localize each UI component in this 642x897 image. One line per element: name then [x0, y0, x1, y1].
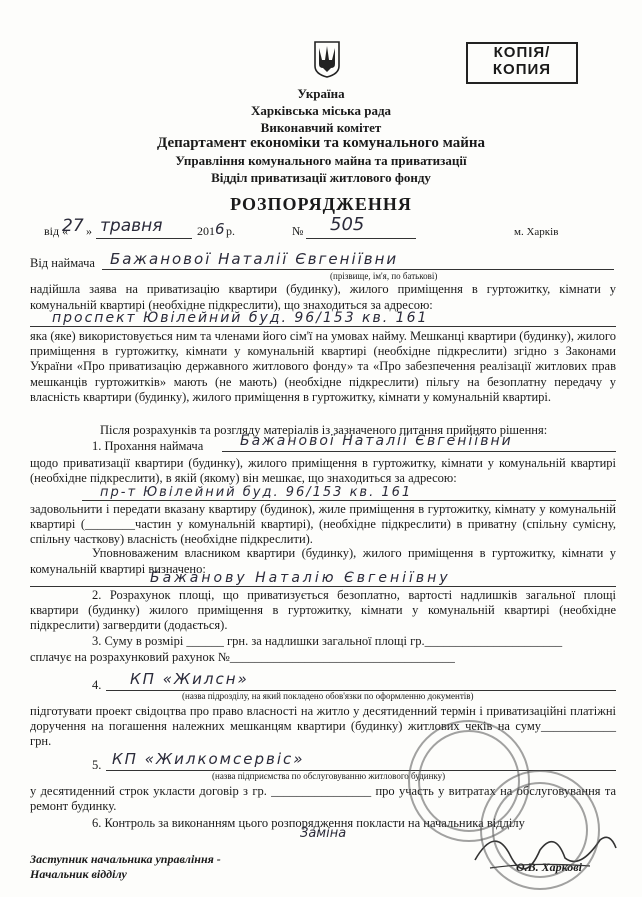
paragraph-privatization: щодо приватизації квартири (будинку), жилого приміщення в гуртожитку, кімнати у комунальній квартирі (необхідне підкреслити), в якій (якому) він мешкає, що знаходиться за адресою:: [30, 456, 616, 485]
item4-label: 4.: [92, 678, 102, 692]
signatory-title-line1: Заступник начальника управління -: [30, 852, 221, 866]
owner-handwritten: Бажанову Наталію Євгеніївну: [150, 570, 451, 586]
date-prefix: від «: [44, 224, 69, 238]
paragraph-owner: Уповноваженим власником квартири (будинку), жилого приміщення в гуртожитку, кімнати у комунальній квартирі визначено:: [30, 546, 616, 576]
document-title: РОЗПОРЯДЖЕННЯ: [230, 194, 412, 214]
date-mid: »: [86, 224, 92, 238]
copy-stamp: [466, 42, 578, 84]
tenant-name: Бажанової Наталії Євгеніївни: [110, 250, 399, 268]
item5-caption: (назва підприємства по обслуговуванню житлового будинку): [212, 771, 446, 781]
item1-handwritten: Бажанової Наталії Євгеніївни: [240, 433, 513, 449]
header-department: Департамент економіки та комунального майна: [156, 135, 486, 151]
tenant-caption: (прізвище, ім'я, по батькові): [330, 271, 438, 281]
address-handwritten: проспект Ювілейний буд. 96/153 кв. 161: [52, 310, 429, 326]
paragraph-certificate: підготувати проект свідоцтва про право власності на житло у десятиденний термін і приватизаційні платіжні доручення на погашення належних мешканцям квартири (будинку) житлових чеків на суму____________ грн.: [30, 704, 616, 748]
paragraph-decision: Після розрахунків та розгляду матеріалів із зазначеного питання прийнято рішення:: [100, 423, 548, 437]
date-day: 27: [62, 216, 84, 236]
paragraph-transfer: задовольнити і передати вказану квартиру (будинок), жиле приміщення в гуртожитку, кімнату у комунальній квартирі (________частин у комунальній квартирі), (необхідне підкреслити) в приватну (спільну сумісну, спільну часткову) власність (необхідне підкреслити).: [30, 502, 616, 546]
signatory-title-line2: Начальник відділу: [30, 867, 127, 881]
round-seal-right-inner-icon: [492, 782, 588, 878]
item4-caption: (назва підрозділу, на який покладено обов'язки по оформленню документів): [182, 691, 474, 701]
header-directorate: Управління комунального майна та приватизації: [175, 153, 467, 168]
paragraph-amount: 3. Суму в розмірі ______ грн. за надлишки загальної площі гр.______________________: [92, 634, 563, 648]
header-council: Харківська міська рада: [250, 103, 392, 118]
paragraph-control: 6. Контроль за виконанням цього розпорядження покласти на начальника відділу: [92, 816, 525, 830]
date-year-prefix: 201: [197, 224, 215, 238]
item5-label: 5.: [92, 758, 102, 772]
date-month: травня: [100, 216, 163, 236]
header-country: Україна: [297, 86, 345, 101]
signatory-name: О.В. Харкові: [516, 860, 582, 874]
paragraph-contract: у десятиденний строк укласти договір з гр. ________________ про участь у витратах на обслуговування та ремонт будинку.: [30, 784, 616, 813]
copy-stamp-line2: КОПИЯ: [492, 61, 552, 78]
coat-of-arms-icon: [313, 40, 341, 78]
item4-handwritten: КП «Жилсн»: [130, 670, 249, 688]
address2-handwritten: пр-т Ювілейний буд. 96/153 кв. 161: [100, 485, 413, 500]
tenant-label: Від наймача: [30, 256, 95, 270]
copy-stamp-line1: КОПІЯ/: [493, 44, 551, 61]
paragraph-area-calc: 2. Розрахунок площі, що приватизується безоплатно, вартості надлишків загальної площі квартири (будинку) жилого приміщення в гуртожитку, кімнати у комунальній квартирі (необхідне підкреслити) загвердити (додається).: [30, 588, 616, 632]
header-committee: Виконавчий комітет: [260, 120, 382, 135]
city: м. Харків: [514, 226, 559, 238]
item5-handwritten: КП «Жилкомсервіс»: [112, 750, 305, 768]
item6-handwritten: Заміна: [300, 826, 347, 841]
paragraph-residents: яка (яке) використовується ним та членами його сім'ї на умовах найму. Мешканці квартири (будинку), жилого приміщення в гуртожитку, кімнати у комунальній квартирі (необхідне підкреслити) згідно з Законами України «Про приватизацію державного житлового фонду» та «Про забезпечення реалізації житлових прав мешканців гуртожитків» мають (не мають) (необхідне підкреслити) пільгу на безоплатну передачу у власність квартири (будинку), жилого приміщення в гуртожитку, кімнати у комунальній квартирі.: [30, 329, 616, 404]
document-number: 505: [330, 214, 365, 235]
paragraph-account: сплачує на розрахунковий рахунок №____________________________________: [30, 650, 455, 664]
number-label: №: [292, 224, 304, 238]
item1-label: 1. Прохання наймача: [92, 439, 204, 453]
paragraph-application: надійшла заява на приватизацію квартири (будинку), жилого приміщення в гуртожитку, кімнати у комунальній квартирі (необхідне підкреслити), що знаходиться за адресою:: [30, 282, 616, 312]
date-year-suffix: 6: [215, 220, 225, 238]
date-year-end: р.: [226, 224, 235, 238]
header-division: Відділ приватизації житлового фонду: [211, 170, 431, 185]
